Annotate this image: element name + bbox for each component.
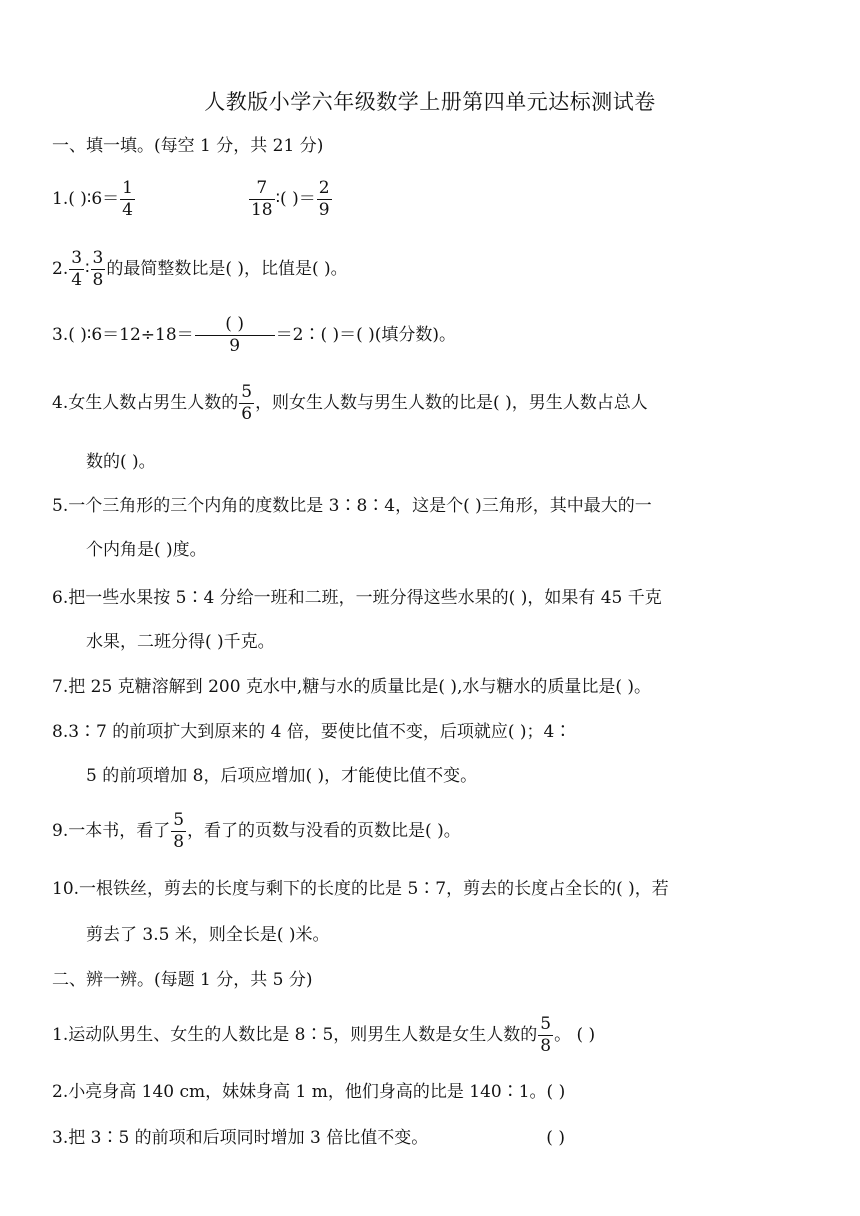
question-1-3: 3.( )∶6＝12÷18＝ $\frac{( )}{9}$ ＝2∶( )＝( )(填分数)。 <box>52 314 457 356</box>
fraction: $\frac{3}{4}$ <box>71 248 83 290</box>
q1-1-text-b: ∶( )＝ <box>275 189 316 209</box>
question-2-3: 3.把 3∶5 的前项和后项同时增加 3 倍比值不变。 ( ) <box>52 1128 565 1148</box>
fraction: $\frac{7}{18}$ <box>250 178 273 220</box>
fraction: $\frac{5}{8}$ <box>540 1014 552 1056</box>
question-1-10: 10.一根铁丝，剪去的长度与剩下的长度的比是 5∶7，剪去的长度占全长的( )，若 <box>52 879 669 899</box>
question-1-8: 8.3∶7 的前项扩大到原来的 4 倍，要使比值不变，后项就应( )；4∶ <box>52 722 572 742</box>
page-title: 人教版小学六年级数学上册第四单元达标测试卷 <box>204 90 656 114</box>
question-2-1: 1.运动队男生、女生的人数比是 8∶5，则男生人数是女生人数的 $\frac{5}{8}$ 。 ( ) <box>52 1014 596 1056</box>
question-1-4: 4.女生人数占男生人数的 $\frac{5}{6}$ ，则女生人数与男生人数的比是( )，男生人数占总人 <box>52 382 648 424</box>
question-1-5-cont: 个内角是( )度。 <box>86 540 207 560</box>
question-1-6-cont: 水果，二班分得( )千克。 <box>86 632 275 652</box>
question-1-9: 9.一本书，看了 $\frac{5}{8}$ ，看了的页数与没看的页数比是( )。 <box>52 810 461 852</box>
section2-heading: 二、辨一辨。(每题 1 分，共 5 分) <box>52 970 313 990</box>
q1-1-text-a: 1.( )∶6＝ <box>52 189 120 209</box>
fraction: $\frac{1}{4}$ <box>122 178 133 220</box>
fraction: $\frac{5}{6}$ <box>241 382 253 424</box>
fraction: $\frac{( )}{9}$ <box>195 316 275 355</box>
question-1-1 <box>52 180 333 219</box>
fraction: $\frac{3}{8}$ <box>92 248 104 290</box>
section1-heading: 一、填一填。(每空 1 分，共 21 分) <box>52 136 324 156</box>
fraction: $\frac{5}{8}$ <box>173 810 185 852</box>
question-1-4-cont: 数的( )。 <box>86 452 156 472</box>
question-2-2: 2.小亮身高 140 cm，妹妹身高 1 m，他们身高的比是 140∶1。( ) <box>52 1082 566 1102</box>
fraction: $\frac{2}{9}$ <box>318 178 330 220</box>
question-1-6: 6.把一些水果按 5∶4 分给一班和二班，一班分得这些水果的( )，如果有 45 千克 <box>52 588 662 608</box>
question-1-8-cont: 5 的前项增加 8，后项应增加( )，才能使比值不变。 <box>86 766 478 786</box>
question-1-5: 5.一个三角形的三个内角的度数比是 3∶8∶4，这是个( )三角形，其中最大的一 <box>52 496 652 516</box>
question-1-2: 2. $\frac{3}{4}$ ∶ $\frac{3}{8}$ 的最简整数比是( )，比值是( )。 <box>52 248 348 290</box>
question-1-7: 7.把 25 克糖溶解到 200 克水中,糖与水的质量比是( ),水与糖水的质量比是( )。 <box>52 677 652 697</box>
question-1-10-cont: 剪去了 3.5 米，则全长是( )米。 <box>86 925 330 945</box>
